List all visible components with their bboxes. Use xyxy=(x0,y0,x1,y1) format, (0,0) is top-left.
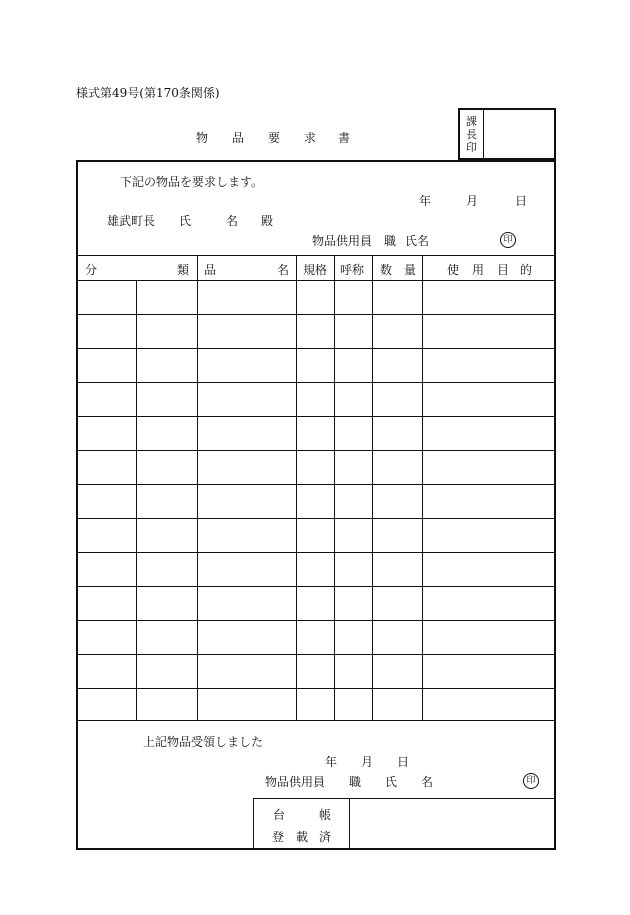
header-item-name: 名 xyxy=(277,263,290,277)
cell-category-b[interactable] xyxy=(137,349,197,382)
cell-category-a[interactable] xyxy=(78,621,136,654)
cell-category-b[interactable] xyxy=(137,417,197,450)
cell-quantity[interactable] xyxy=(373,281,422,314)
title-char: 物 xyxy=(196,131,209,145)
divider xyxy=(76,720,556,721)
requester-name-label: 氏名 xyxy=(405,234,430,248)
label-char: 印 xyxy=(466,140,477,154)
header-purpose: 目 xyxy=(497,263,510,277)
cell-category-a[interactable] xyxy=(78,655,136,688)
cell-purpose[interactable] xyxy=(423,689,555,720)
requester-shoku: 職 xyxy=(384,234,397,248)
cell-item-name[interactable] xyxy=(198,689,296,720)
cell-purpose[interactable] xyxy=(423,349,555,382)
label-char: 長 xyxy=(466,127,477,141)
cell-item-name[interactable] xyxy=(198,383,296,416)
request-year-label[interactable]: 年 xyxy=(419,194,432,208)
cell-spec[interactable] xyxy=(297,383,334,416)
cell-category-b[interactable] xyxy=(137,553,197,586)
cell-unit-name[interactable] xyxy=(335,383,372,416)
requester-seal-icon[interactable]: 印 xyxy=(500,232,516,248)
cell-spec[interactable] xyxy=(297,655,334,688)
cell-category-a[interactable] xyxy=(78,281,136,314)
addressee-shi: 氏 xyxy=(179,214,192,228)
recipient-mei: 名 xyxy=(421,775,434,789)
ledger-entry-cell[interactable] xyxy=(350,799,554,848)
ledger-label-char: 台 xyxy=(273,808,286,822)
cell-category-a[interactable] xyxy=(78,553,136,586)
cell-unit-name[interactable] xyxy=(335,451,372,484)
cell-purpose[interactable] xyxy=(423,621,555,654)
cell-category-b[interactable] xyxy=(137,621,197,654)
header-quantity: 数 xyxy=(380,263,393,277)
receipt-year-label[interactable]: 年 xyxy=(325,755,338,769)
recipient-shi: 氏 xyxy=(385,775,398,789)
section-chief-seal-label xyxy=(460,110,484,158)
cell-spec[interactable] xyxy=(297,315,334,348)
cell-category-b[interactable] xyxy=(137,689,197,720)
cell-purpose[interactable] xyxy=(423,519,555,552)
cell-spec[interactable] xyxy=(297,485,334,518)
title-char: 求 xyxy=(304,131,317,145)
cell-quantity[interactable] xyxy=(373,553,422,586)
cell-category-b[interactable] xyxy=(137,383,197,416)
cell-quantity[interactable] xyxy=(373,383,422,416)
receipt-statement: 上記物品受領しました xyxy=(143,735,264,749)
cell-quantity[interactable] xyxy=(373,315,422,348)
cell-purpose[interactable] xyxy=(423,587,555,620)
cell-category-b[interactable] xyxy=(137,587,197,620)
cell-unit-name[interactable] xyxy=(335,417,372,450)
header-spec: 規格 xyxy=(303,263,328,277)
cell-item-name[interactable] xyxy=(198,349,296,382)
cell-item-name[interactable] xyxy=(198,485,296,518)
ledger-label-char: 載 xyxy=(296,830,309,844)
cell-category-b[interactable] xyxy=(137,485,197,518)
title-char: 品 xyxy=(232,131,245,145)
cell-category-a[interactable] xyxy=(78,315,136,348)
ledger-box-left xyxy=(253,798,254,848)
cell-category-a[interactable] xyxy=(78,349,136,382)
request-day-label[interactable]: 日 xyxy=(515,194,528,208)
cell-quantity[interactable] xyxy=(373,689,422,720)
title-char: 要 xyxy=(268,131,281,145)
ledger-label-char: 帳 xyxy=(319,808,332,822)
addressee-den: 殿 xyxy=(261,214,274,228)
cell-quantity[interactable] xyxy=(373,655,422,688)
cell-item-name[interactable] xyxy=(198,451,296,484)
cell-category-a[interactable] xyxy=(78,587,136,620)
section-chief-seal-box[interactable] xyxy=(458,108,556,160)
cell-spec[interactable] xyxy=(297,553,334,586)
cell-spec[interactable] xyxy=(297,689,334,720)
cell-category-a[interactable] xyxy=(78,417,136,450)
cell-spec[interactable] xyxy=(297,587,334,620)
cell-category-a[interactable] xyxy=(78,689,136,720)
requester-label: 物品供用員 xyxy=(312,234,373,248)
cell-unit-name[interactable] xyxy=(335,315,372,348)
cell-spec[interactable] xyxy=(297,519,334,552)
cell-category-a[interactable] xyxy=(78,519,136,552)
recipient-label: 物品供用員 xyxy=(265,775,326,789)
cell-item-name[interactable] xyxy=(198,553,296,586)
cell-unit-name[interactable] xyxy=(335,349,372,382)
cell-purpose[interactable] xyxy=(423,451,555,484)
label-char: 課 xyxy=(466,114,477,128)
addressee-org: 雄武町長 xyxy=(107,214,156,228)
cell-item-name[interactable] xyxy=(198,621,296,654)
cell-purpose[interactable] xyxy=(423,485,555,518)
cell-purpose[interactable] xyxy=(423,553,555,586)
recipient-seal-icon[interactable]: 印 xyxy=(523,773,539,789)
cell-quantity[interactable] xyxy=(373,349,422,382)
cell-quantity[interactable] xyxy=(373,621,422,654)
cell-spec[interactable] xyxy=(297,621,334,654)
header-quantity: 量 xyxy=(404,263,417,277)
receipt-month-label[interactable]: 月 xyxy=(361,755,374,769)
cell-spec[interactable] xyxy=(297,451,334,484)
divider xyxy=(76,255,556,256)
cell-unit-name[interactable] xyxy=(335,519,372,552)
request-statement: 下記の物品を要求します。 xyxy=(120,175,264,189)
cell-unit-name[interactable] xyxy=(335,655,372,688)
cell-purpose[interactable] xyxy=(423,383,555,416)
cell-unit-name[interactable] xyxy=(335,689,372,720)
cell-category-a[interactable] xyxy=(78,485,136,518)
form-code: 様式第49号(第170条関係) xyxy=(76,86,220,100)
cell-unit-name[interactable] xyxy=(335,587,372,620)
ledger-label-char: 済 xyxy=(319,830,332,844)
cell-quantity[interactable] xyxy=(373,519,422,552)
header-category: 類 xyxy=(177,263,190,277)
cell-category-b[interactable] xyxy=(137,519,197,552)
title-char: 書 xyxy=(338,131,351,145)
header-item-name: 品 xyxy=(204,263,217,277)
cell-spec[interactable] xyxy=(297,349,334,382)
receipt-day-label[interactable]: 日 xyxy=(397,755,410,769)
cell-category-a[interactable] xyxy=(78,383,136,416)
cell-unit-name[interactable] xyxy=(335,281,372,314)
cell-item-name[interactable] xyxy=(198,281,296,314)
cell-item-name[interactable] xyxy=(198,655,296,688)
header-purpose: 使 xyxy=(447,263,460,277)
addressee-mei: 名 xyxy=(226,214,239,228)
cell-unit-name[interactable] xyxy=(335,485,372,518)
request-month-label[interactable]: 月 xyxy=(466,194,479,208)
cell-purpose[interactable] xyxy=(423,281,555,314)
cell-item-name[interactable] xyxy=(198,519,296,552)
ledger-label-char: 登 xyxy=(272,830,285,844)
cell-category-b[interactable] xyxy=(137,451,197,484)
header-category: 分 xyxy=(85,263,98,277)
cell-spec[interactable] xyxy=(297,417,334,450)
cell-category-b[interactable] xyxy=(137,281,197,314)
cell-unit-name[interactable] xyxy=(335,621,372,654)
cell-category-b[interactable] xyxy=(137,655,197,688)
cell-quantity[interactable] xyxy=(373,417,422,450)
cell-quantity[interactable] xyxy=(373,485,422,518)
header-unit-name: 呼称 xyxy=(340,263,365,277)
cell-spec[interactable] xyxy=(297,281,334,314)
cell-purpose[interactable] xyxy=(423,315,555,348)
cell-item-name[interactable] xyxy=(198,417,296,450)
cell-unit-name[interactable] xyxy=(335,553,372,586)
cell-quantity[interactable] xyxy=(373,451,422,484)
cell-purpose[interactable] xyxy=(423,417,555,450)
cell-item-name[interactable] xyxy=(198,587,296,620)
cell-quantity[interactable] xyxy=(373,587,422,620)
header-purpose: 用 xyxy=(472,263,485,277)
cell-category-b[interactable] xyxy=(137,315,197,348)
cell-purpose[interactable] xyxy=(423,655,555,688)
header-purpose: 的 xyxy=(520,263,533,277)
cell-item-name[interactable] xyxy=(198,315,296,348)
recipient-shoku: 職 xyxy=(349,775,362,789)
cell-category-a[interactable] xyxy=(78,451,136,484)
